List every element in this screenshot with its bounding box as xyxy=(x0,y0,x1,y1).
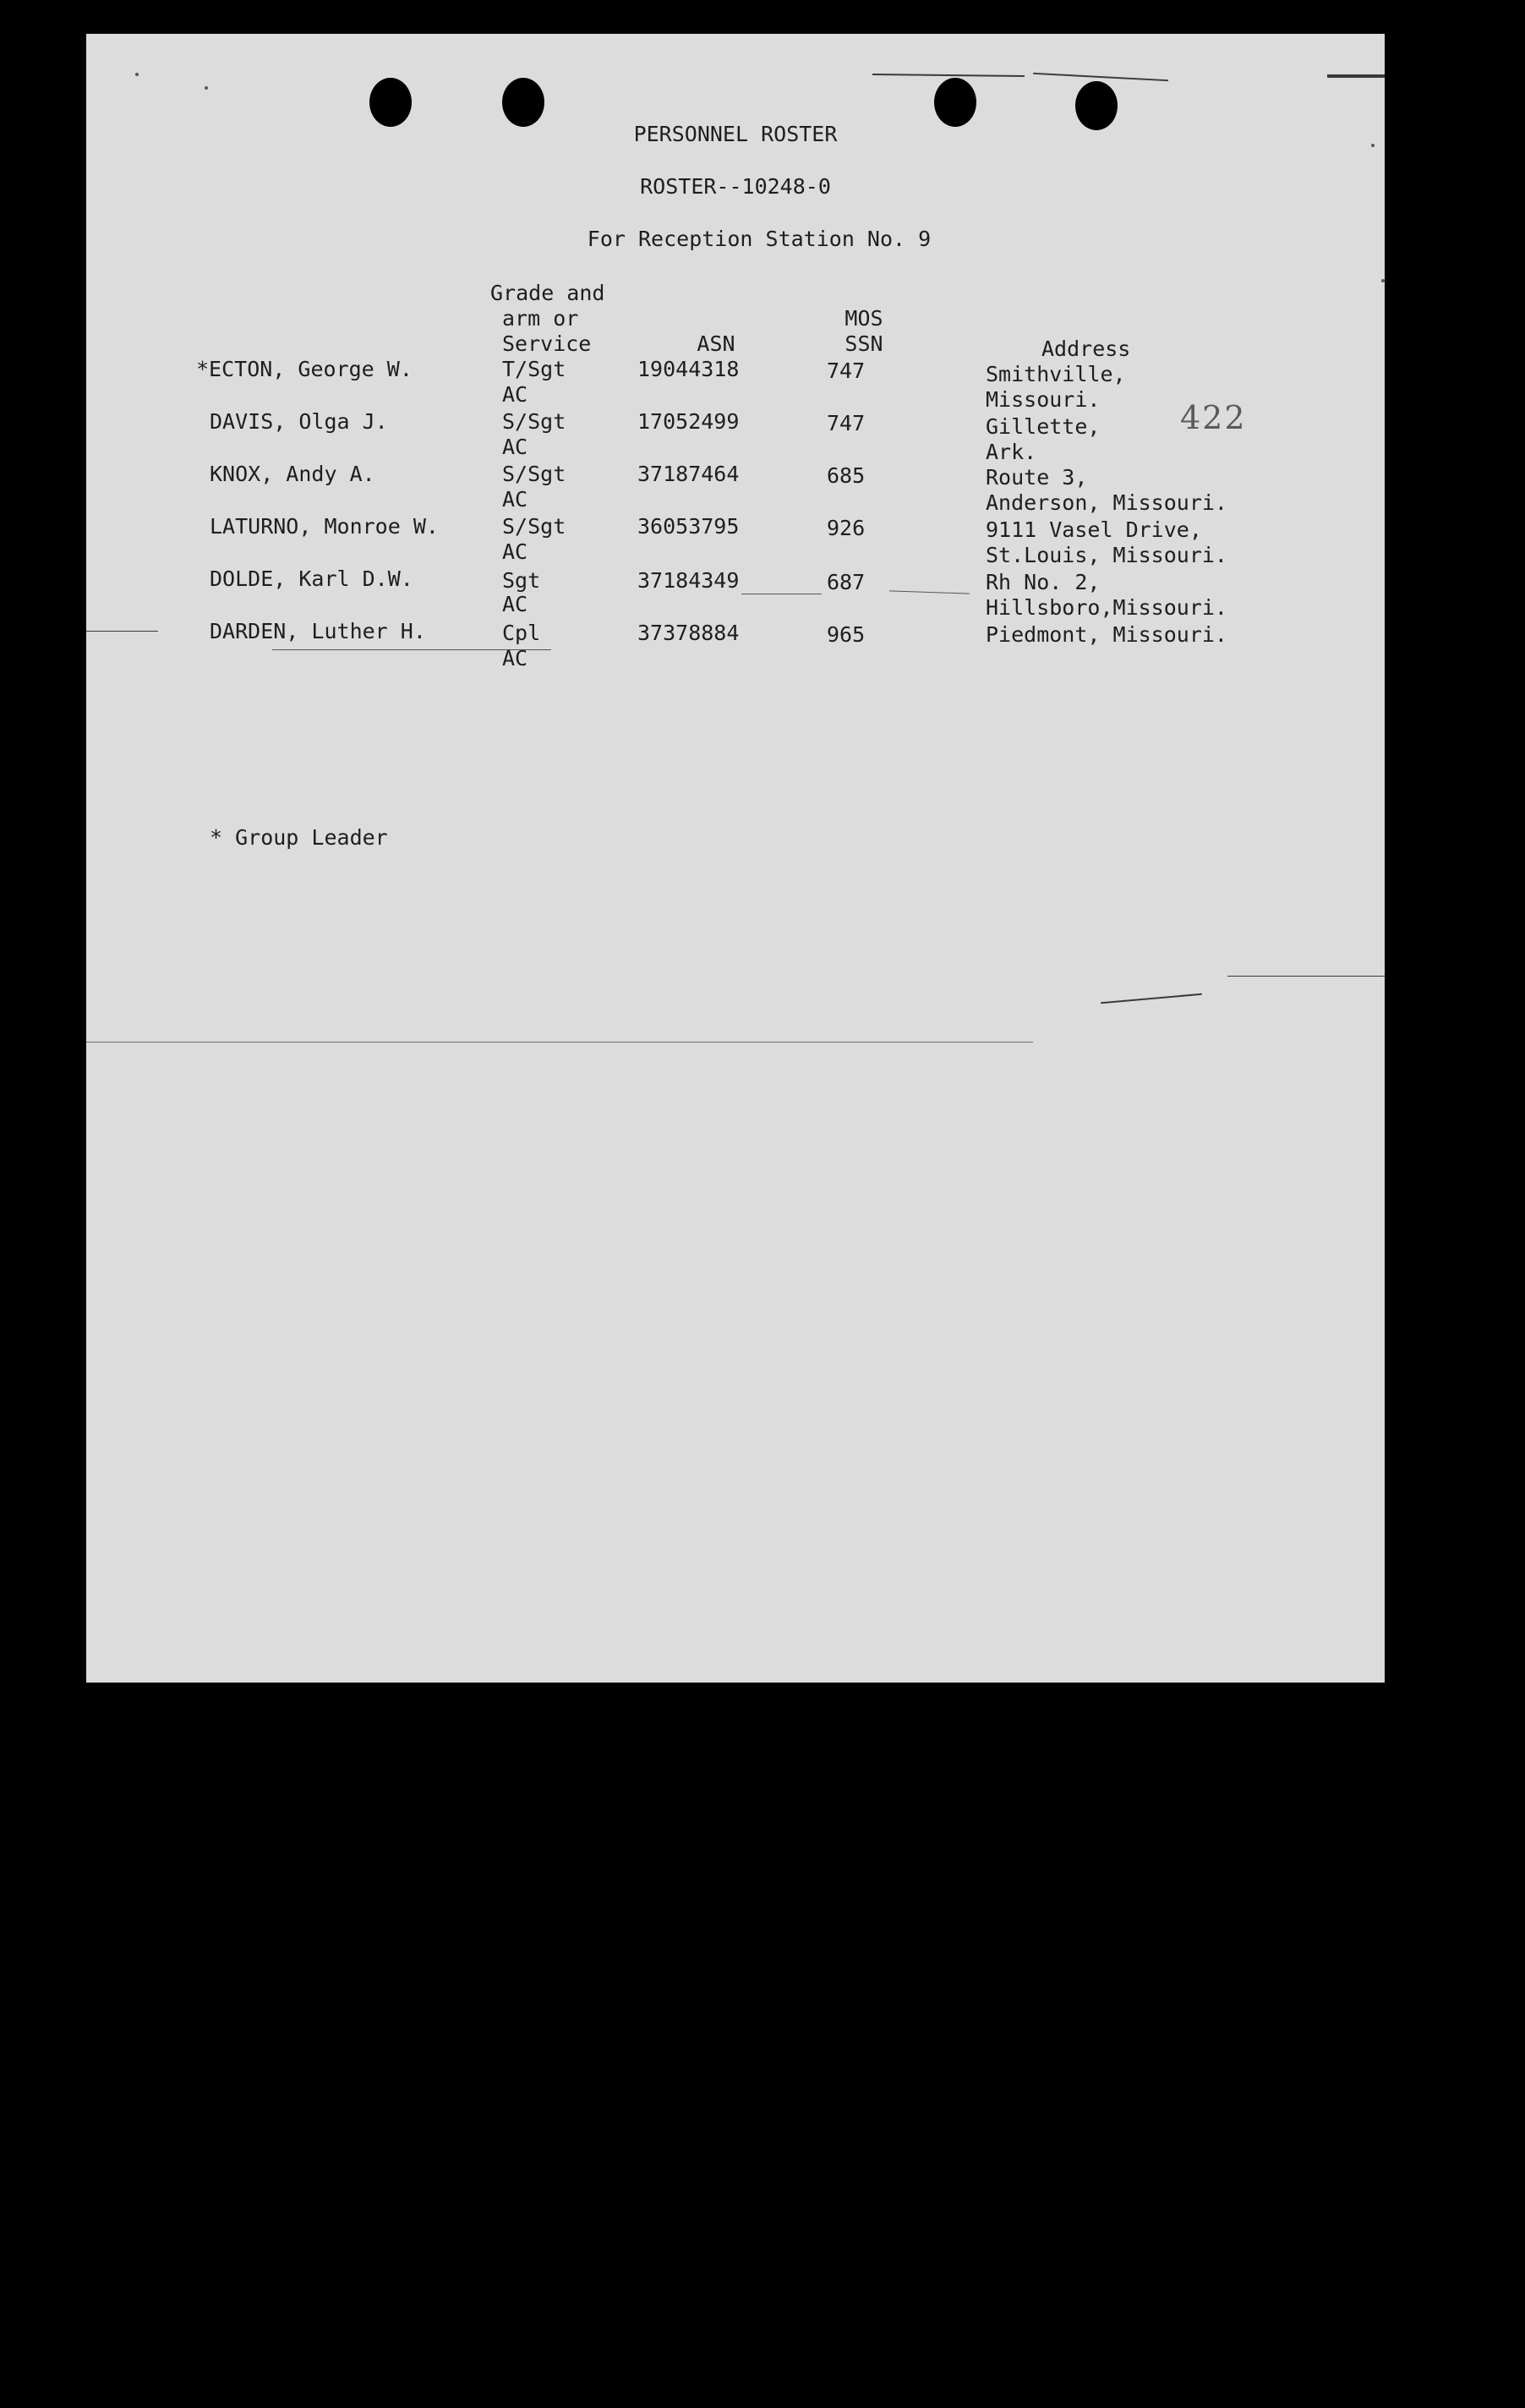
scan-line xyxy=(1227,976,1385,977)
row-grade: S/Sgt xyxy=(502,514,566,539)
column-header-mos-line2: SSN xyxy=(844,331,883,356)
scan-line xyxy=(1033,73,1168,81)
row-address-line2: Ark. xyxy=(986,440,1037,464)
row-mos: 685 xyxy=(827,463,866,488)
row-mos: 747 xyxy=(827,358,866,383)
document-subtitle: For Reception Station No. 9 xyxy=(587,227,932,251)
column-header-address: Address xyxy=(1041,337,1131,361)
underline-mark xyxy=(889,590,970,594)
scan-line xyxy=(86,631,158,632)
row-arm: AC xyxy=(502,487,528,512)
row-name: DOLDE, Karl D.W. xyxy=(210,566,413,591)
row-mos: 687 xyxy=(827,570,866,594)
row-arm: AC xyxy=(502,435,528,459)
row-name: *ECTON, George W. xyxy=(196,357,413,381)
row-address-line1: 9111 Vasel Drive, xyxy=(986,517,1202,542)
punch-hole xyxy=(502,78,544,127)
row-address-line2: Hillsboro,Missouri. xyxy=(986,595,1227,620)
row-address-line1: Piedmont, Missouri. xyxy=(986,622,1227,647)
scan-line xyxy=(1327,74,1385,78)
column-header-asn: ASN xyxy=(697,331,735,356)
punch-hole xyxy=(934,78,976,127)
scan-line xyxy=(1101,993,1202,1004)
row-asn: 37378884 xyxy=(637,621,740,645)
scan-line xyxy=(872,74,1025,77)
row-grade: S/Sgt xyxy=(502,409,566,434)
row-grade: Sgt xyxy=(502,568,541,593)
row-name: DARDEN, Luther H. xyxy=(210,619,426,643)
row-mos: 965 xyxy=(827,622,866,647)
row-mos: 926 xyxy=(827,516,866,540)
row-grade: Cpl xyxy=(502,621,541,645)
row-asn: 37187464 xyxy=(637,462,740,486)
row-address-line1: Route 3, xyxy=(986,465,1088,490)
row-address-line2: Anderson, Missouri. xyxy=(986,490,1227,515)
speck xyxy=(135,73,139,76)
row-mos: 747 xyxy=(827,411,866,435)
column-header-grade-line2: arm or xyxy=(502,306,579,331)
row-arm: AC xyxy=(502,646,528,670)
speck xyxy=(205,86,208,90)
roster-number: ROSTER--10248-0 xyxy=(640,174,831,199)
row-asn: 37184349 xyxy=(637,568,740,593)
row-name: DAVIS, Olga J. xyxy=(210,409,388,434)
row-address-line1: Rh No. 2, xyxy=(986,570,1101,594)
row-address-line2: Missouri. xyxy=(986,387,1101,412)
row-arm: AC xyxy=(502,539,528,564)
document-page xyxy=(86,34,1385,1683)
row-asn: 19044318 xyxy=(637,357,740,381)
row-asn: 36053795 xyxy=(637,514,740,539)
row-address-line1: Smithville, xyxy=(986,362,1126,386)
document-title: PERSONNEL ROSTER xyxy=(633,122,838,146)
row-grade: S/Sgt xyxy=(502,462,566,486)
punch-hole xyxy=(369,78,412,127)
row-name: KNOX, Andy A. xyxy=(210,462,375,486)
column-header-grade-line3: Service xyxy=(502,331,592,356)
row-grade: T/Sgt xyxy=(502,357,566,381)
speck xyxy=(1381,279,1385,282)
column-header-mos-line1: MOS xyxy=(844,306,883,331)
column-header-grade-line1: Grade and xyxy=(490,281,605,305)
row-address-line1: Gillette, xyxy=(986,414,1101,439)
page-stamp-number: 422 xyxy=(1180,399,1247,436)
row-address-line2: St.Louis, Missouri. xyxy=(986,543,1227,567)
row-name: LATURNO, Monroe W. xyxy=(210,514,439,539)
scan-line xyxy=(86,1042,1033,1043)
row-arm: AC xyxy=(502,382,528,407)
footnote-group-leader: * Group Leader xyxy=(210,825,388,850)
row-arm: AC xyxy=(502,592,528,616)
row-asn: 17052499 xyxy=(637,409,740,434)
